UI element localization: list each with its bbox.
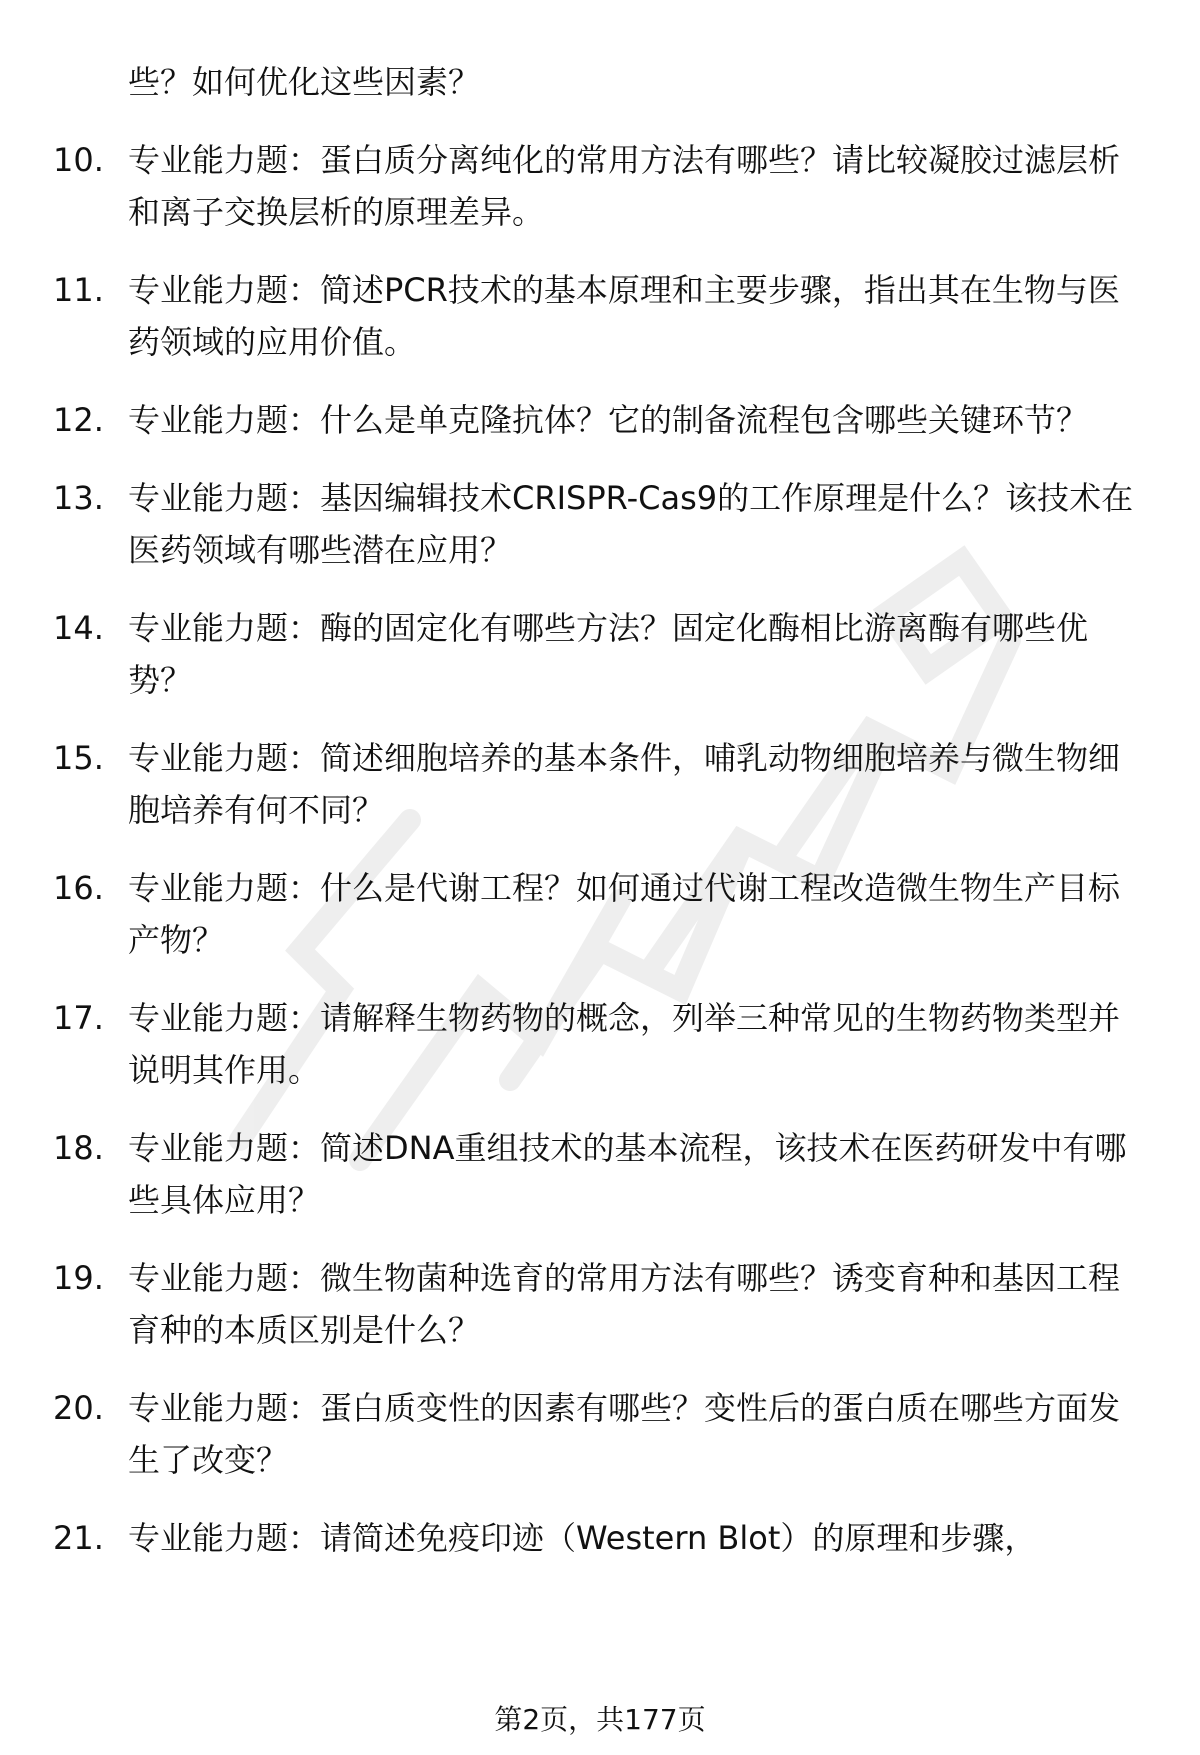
- question-text: 专业能力题：微生物菌种选育的常用方法有哪些？诱变育种和基因工程育种的本质区别是什么？: [128, 1259, 1121, 1349]
- question-continuation: [0, 56, 1200, 108]
- question-item: [0, 732, 1200, 836]
- question-number: 11.: [53, 271, 104, 309]
- question-number: 18.: [53, 1129, 104, 1167]
- question-text: 专业能力题：什么是单克隆抗体？它的制备流程包含哪些关键环节？: [128, 401, 1089, 439]
- question-text: 专业能力题：什么是代谢工程？如何通过代谢工程改造微生物生产目标产物？: [128, 869, 1121, 959]
- question-text: 专业能力题：简述DNA重组技术的基本流程，该技术在医药研发中有哪些具体应用？: [128, 1129, 1127, 1219]
- question-text: 专业能力题：酶的固定化有哪些方法？固定化酶相比游离酶有哪些优势？: [128, 609, 1089, 699]
- question-number: 15.: [53, 739, 104, 777]
- question-text: 专业能力题：简述PCR技术的基本原理和主要步骤，指出其在生物与医药领域的应用价值。: [128, 271, 1120, 361]
- question-item: [0, 264, 1200, 368]
- question-item: [0, 472, 1200, 576]
- question-number: 10.: [53, 141, 104, 179]
- question-number: 14.: [53, 609, 104, 647]
- question-item: [0, 1122, 1200, 1226]
- question-number: 16.: [53, 869, 104, 907]
- question-number: 20.: [53, 1389, 104, 1427]
- question-text: 专业能力题：请简述免疫印迹（Western Blot）的原理和步骤，: [128, 1519, 1037, 1557]
- question-text: 专业能力题：请解释生物药物的概念，列举三种常见的生物药物类型并说明其作用。: [128, 999, 1121, 1089]
- page-footer: 第2页，共177页: [494, 1703, 706, 1736]
- question-item: [0, 1252, 1200, 1356]
- question-item: [0, 992, 1200, 1096]
- question-text: 些？如何优化这些因素？: [128, 63, 481, 101]
- question-item: [0, 602, 1200, 706]
- question-item: [0, 1512, 1200, 1564]
- question-text: 专业能力题：蛋白质分离纯化的常用方法有哪些？请比较凝胶过滤层析和离子交换层析的原理差异。: [128, 141, 1121, 231]
- question-text: 专业能力题：简述细胞培养的基本条件，哺乳动物细胞培养与微生物细胞培养有何不同？: [128, 739, 1121, 829]
- question-list: [0, 56, 1200, 1590]
- question-item: [0, 1382, 1200, 1486]
- question-number: 21.: [53, 1519, 104, 1557]
- question-number: 19.: [53, 1259, 104, 1297]
- question-item: [0, 394, 1200, 446]
- question-item: [0, 862, 1200, 966]
- question-text: 专业能力题：基因编辑技术CRISPR-Cas9的工作原理是什么？该技术在医药领域有哪些潜在应用？: [128, 479, 1134, 569]
- question-item: [0, 134, 1200, 238]
- question-number: 13.: [53, 479, 104, 517]
- question-text: 专业能力题：蛋白质变性的因素有哪些？变性后的蛋白质在哪些方面发生了改变？: [128, 1389, 1121, 1479]
- question-number: 17.: [53, 999, 104, 1037]
- question-number: 12.: [53, 401, 104, 439]
